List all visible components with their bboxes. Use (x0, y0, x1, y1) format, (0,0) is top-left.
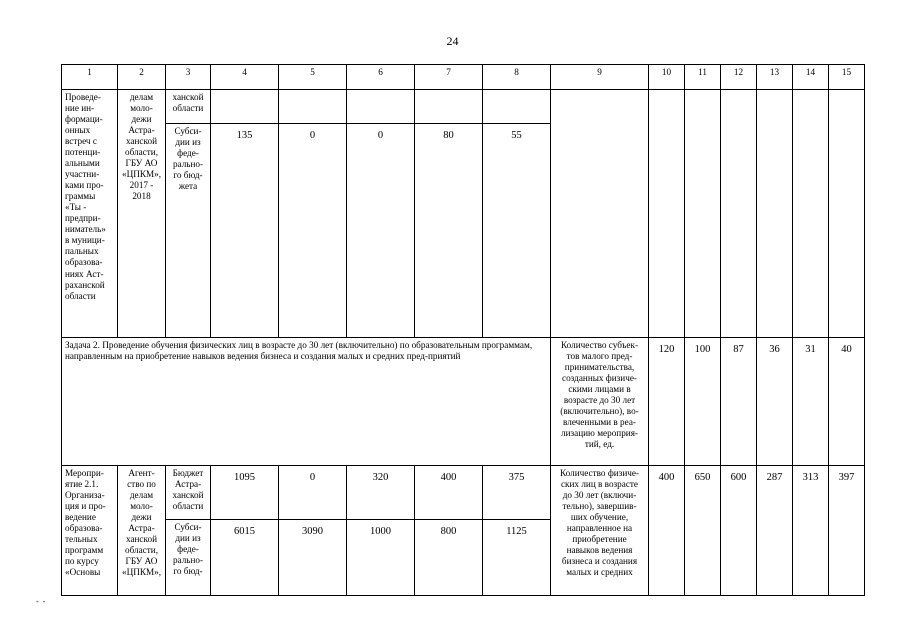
header-cell: 11 (685, 65, 721, 90)
value-cell: 0 (279, 466, 347, 520)
value-cell: 80 (415, 124, 483, 338)
header-cell: 7 (415, 65, 483, 90)
funding-source-cell: ханской области (166, 90, 211, 124)
value-cell: 1125 (483, 520, 551, 596)
target-value-cell: 31 (793, 338, 829, 466)
margin-mark: - - (36, 597, 47, 606)
funding-source-cell: Субси- дии из феде- рально- го бюд- (166, 520, 211, 596)
page-number: 24 (446, 34, 459, 48)
value-cell: 400 (415, 466, 483, 520)
target-value-cell: 600 (721, 466, 757, 596)
header-cell: 6 (347, 65, 415, 90)
program-table (61, 64, 865, 596)
value-cell: 800 (415, 520, 483, 596)
value-cell: 375 (483, 466, 551, 520)
header-cell: 5 (279, 65, 347, 90)
indicator-cell (551, 90, 649, 338)
indicator-cell: Количество физиче- ских лиц в возрасте до 30 лет (включи- тельно), завершив- ших обучение, направленное на приобретение навыков ведения бизнеса и создания малых и средних (551, 466, 649, 596)
target-value-cell: 120 (649, 338, 685, 466)
activity-name-cell: Меропри- ятие 2.1. Организа- ция и про- ведение образова- тельных программ по курсу «Основы (62, 466, 118, 596)
value-cell: 320 (347, 466, 415, 520)
activity-name-cell: Проведе- ние ин- формаци- онных встреч с потенци- альными участни- ками про- граммы «Ты - предпри- ниматель» в муници- пальных образова- ниях Аст- раханской области (62, 90, 118, 338)
indicator-cell: Количество субъек- тов малого пред- принимательства, созданных физиче- скими лицами в возрасте до 30 лет (включительно), во- влеченными в реа- лизацию мероприя- тий, ед. (551, 338, 649, 466)
header-cell: 15 (829, 65, 865, 90)
table-row (62, 90, 865, 124)
target-value-cell: 100 (685, 338, 721, 466)
header-cell: 13 (757, 65, 793, 90)
value-cell: 55 (483, 124, 551, 338)
target-value-cell: 313 (793, 466, 829, 596)
target-value-cell: 36 (757, 338, 793, 466)
funding-source-cell: Бюджет Астра- ханской области (166, 466, 211, 520)
header-cell: 4 (211, 65, 279, 90)
value-cell: 3090 (279, 520, 347, 596)
value-cell: 1000 (347, 520, 415, 596)
header-cell: 10 (649, 65, 685, 90)
header-cell: 14 (793, 65, 829, 90)
executor-cell: делам моло- дежи Астра- ханской области, ГБУ АО «ЦПКМ», 2017 - 2018 (118, 90, 166, 338)
target-value-cell: 397 (829, 466, 865, 596)
header-cell: 12 (721, 65, 757, 90)
header-cell: 8 (483, 65, 551, 90)
header-row (62, 65, 865, 90)
header-cell: 9 (551, 65, 649, 90)
target-value-cell: 40 (829, 338, 865, 466)
task-text: Задача 2. Проведение обучения физических лиц в возрасте до 30 лет (включительно) по образовательным программам, направленным на приобретение навыков ведения бизнеса и создания малых и средних пред-приятий (62, 338, 551, 466)
value-cell: 6015 (211, 520, 279, 596)
value-cell: 1095 (211, 466, 279, 520)
header-cell: 3 (166, 65, 211, 90)
table-row (62, 466, 865, 520)
header-cell: 2 (118, 65, 166, 90)
target-value-cell: 400 (649, 466, 685, 596)
executor-cell: Агент- ство по делам моло- дежи Астра- ханской области, ГБУ АО «ЦПКМ», (118, 466, 166, 596)
target-value-cell: 87 (721, 338, 757, 466)
value-cell: 0 (347, 124, 415, 338)
value-cell: 135 (211, 124, 279, 338)
task-row (62, 338, 865, 466)
funding-source-cell: Субси- дии из феде- рально- го бюд- жета (166, 124, 211, 338)
target-value-cell: 287 (757, 466, 793, 596)
header-cell: 1 (62, 65, 118, 90)
target-value-cell: 650 (685, 466, 721, 596)
value-cell: 0 (279, 124, 347, 338)
